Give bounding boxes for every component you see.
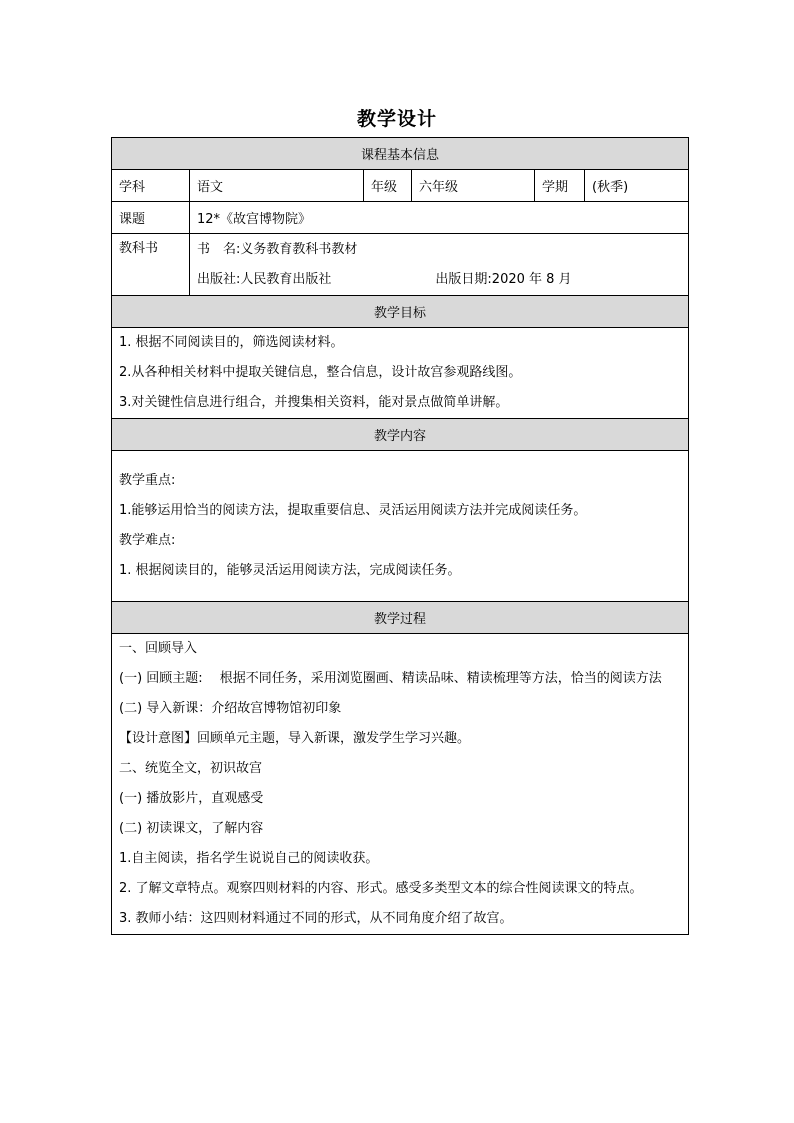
process-line: 二、统览全文，初识故宫 [119, 761, 263, 776]
process-line: (一) 回顾主题: 根据不同任务，采用浏览圈画、精读品味、精读梳理等方法，恰当的阅读方法 [119, 671, 662, 686]
basic-info-header-row [112, 138, 689, 170]
objective-item: 1. 根据不同阅读目的，筛选阅读材料。 [119, 335, 344, 350]
textbook-info-cell [190, 234, 689, 296]
textbook-label-cell [112, 234, 190, 296]
objectives-cell [112, 328, 689, 419]
process-line: 2. 了解文章特点。观察四则材料的内容、形式。感受多类型文本的综合性阅读课文的特点。 [119, 881, 643, 896]
term-label: 学期 [535, 170, 585, 202]
objectives-header-row [112, 296, 689, 328]
pub-date-value: 2020 年 8 月 [491, 271, 572, 287]
grade-value: 六年级 [412, 170, 535, 202]
process-line: 一、回顾导入 [119, 641, 198, 656]
document-title: 教学设计 [356, 108, 437, 130]
content-row [112, 451, 689, 602]
difficulty-label: 教学难点: [119, 533, 176, 548]
process-row [112, 634, 689, 935]
grade-label: 年级 [364, 170, 412, 202]
objective-item: 2.从各种相关材料中提取关键信息，整合信息，设计故宫参观路线图。 [119, 365, 522, 380]
objective-item: 3.对关键性信息进行组合，并搜集相关资料，能对景点做简单讲解。 [119, 395, 509, 410]
process-cell [112, 634, 689, 935]
lesson-row [112, 202, 689, 234]
basic-info-header: 课程基本信息 [112, 138, 689, 170]
term-value: (秋季) [585, 170, 689, 202]
book-name-label: 书 名: [197, 241, 241, 257]
subject-row [112, 170, 689, 202]
objectives-row [112, 328, 689, 419]
textbook-label: 教科书 [119, 241, 159, 256]
lesson-value: 12*《故宫博物院》 [190, 202, 689, 234]
objectives-header: 教学目标 [112, 296, 689, 328]
process-line: (一) 播放影片，直观感受 [119, 791, 264, 806]
process-line: 1.自主阅读，指名学生说说自己的阅读收获。 [119, 851, 379, 866]
book-name-value: 义务教育教科书教材 [240, 241, 358, 257]
publisher-label: 出版社: [197, 271, 241, 287]
subject-label: 学科 [112, 170, 190, 202]
process-header-row [112, 602, 689, 634]
process-line: (二) 初读课文，了解内容 [119, 821, 264, 836]
key-points-label: 教学重点: [119, 473, 176, 488]
process-header: 教学过程 [112, 602, 689, 634]
key-points-item: 1.能够运用恰当的阅读方法，提取重要信息、灵活运用阅读方法并完成阅读任务。 [119, 503, 587, 518]
content-header-row [112, 419, 689, 451]
lesson-label: 课题 [112, 202, 190, 234]
pub-date-label: 出版日期: [435, 271, 492, 287]
content-cell [112, 451, 689, 602]
lesson-plan-table [111, 137, 689, 935]
textbook-row [112, 234, 689, 296]
process-line: (二) 导入新课：介绍故宫博物馆初印象 [119, 701, 342, 716]
publisher-value: 人民教育出版社 [240, 271, 332, 287]
process-line: 【设计意图】回顾单元主题，导入新课，激发学生学习兴趣。 [119, 731, 471, 746]
content-header: 教学内容 [112, 419, 689, 451]
publisher-line [197, 265, 681, 295]
book-name-line [197, 235, 681, 265]
difficulty-item: 1. 根据阅读目的，能够灵活运用阅读方法，完成阅读任务。 [119, 563, 461, 578]
subject-value: 语文 [190, 170, 364, 202]
process-line: 3. 教师小结：这四则材料通过不同的形式，从不同角度介绍了故宫。 [119, 911, 513, 926]
